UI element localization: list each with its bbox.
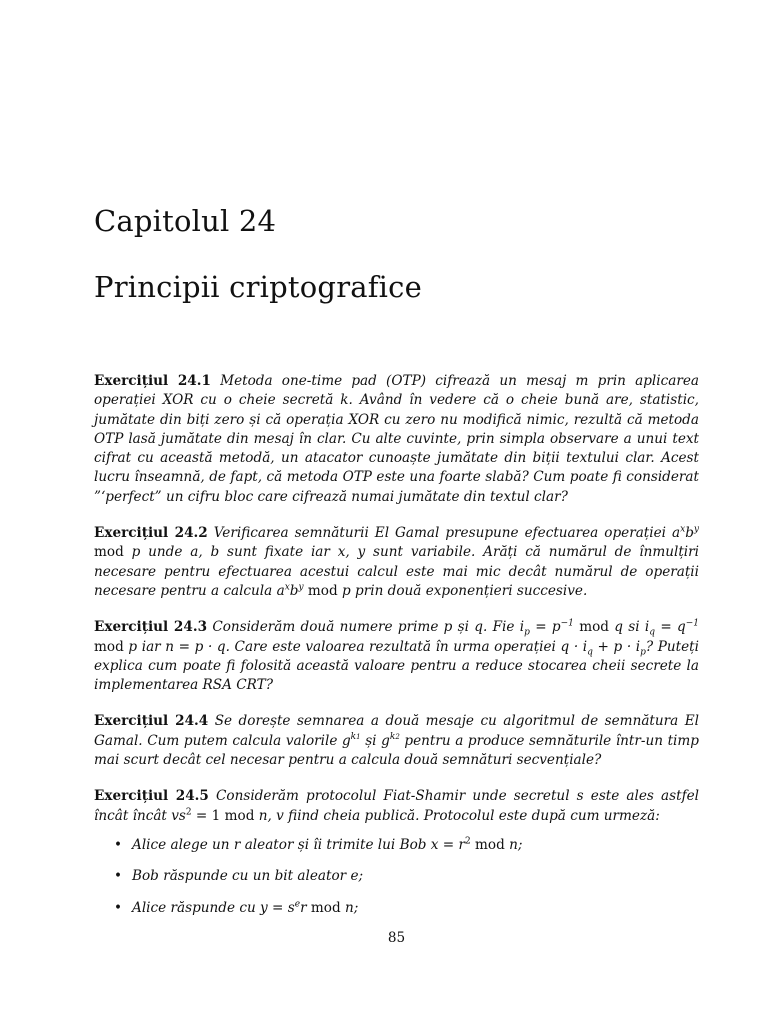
math-expression: $x = r^2$ mod n [430, 836, 518, 853]
exercise-24-4 [94, 712, 699, 770]
exercise-text: Considerăm două numere prime p și q. Fie [212, 619, 520, 636]
protocol-steps [94, 836, 699, 918]
bullet-icon: • [114, 868, 123, 885]
exercise-24-2 [94, 524, 699, 601]
math-expression: $a^xb^y$ mod p [94, 524, 699, 561]
math-expression: $q \cdot i_q + p \cdot i_p$ [560, 638, 646, 658]
list-item: • Alice răspunde cu $y = s^er$ mod n; [94, 899, 699, 918]
list-item: • Bob răspunde cu un bit aleator e; [94, 867, 699, 886]
bullet-icon: • [114, 836, 123, 853]
bullet-icon: • [114, 899, 123, 916]
chapter-label: Capitolul 24 [94, 204, 277, 238]
exercise-text: prin două exponențieri succesive. [350, 582, 588, 599]
exercise-text: Verificarea semnăturii El Gamal presupune efectuarea operației [213, 525, 673, 542]
exercise-24-3 [94, 618, 699, 695]
list-item: • Alice alege un r aleator și îi trimite lui Bob $x = r^2$ mod n; [94, 836, 699, 855]
math-expression: $y = s^er$ mod n [260, 899, 354, 916]
exercise-text: si [622, 619, 645, 636]
exercise-24-1 [94, 372, 699, 507]
exercise-text: pentru a produce semnăturile într-un timp mai scurt decât cel necesar pentru a calcula două semnături secvențiale? [94, 732, 699, 769]
exercise-text: unde a, b sunt fixate iar x, y sunt variabile. Arăți că numărul de înmulțiri necesare pentru efectuarea acestui calcul este mai mic decât numărul de operații necesare pentru a calcula [94, 544, 699, 599]
exercise-24-5 [94, 787, 699, 826]
exercise-label: Exercițiul 24.1 [94, 373, 211, 389]
math-expression: $g^{k1}$ [341, 732, 361, 749]
math-expression: $i_p = p^{-1}$ mod q [519, 618, 623, 638]
exercise-list [94, 372, 699, 930]
book-page [94, 0, 699, 1024]
exercise-text: Se dorește semnarea a două mesaje cu algoritmul de semnătura El Gamal. Cum putem calcula valorile [94, 713, 699, 749]
exercise-label: Exercițiul 24.3 [94, 619, 208, 636]
exercise-text: Considerăm protocolul Fiat-Shamir unde secretul s este ales astfel încât încât [94, 788, 699, 824]
exercise-text: , v fiind cheia publică. Protocolul este după cum urmeză: [267, 807, 660, 824]
exercise-text: și [360, 732, 382, 749]
exercise-label: Exercițiul 24.5 [94, 788, 209, 805]
exercise-text: ? Puteți explica cum poate fi folosită această valoare pentru a reduce stocarea cheii secrete la implementarea RSA CRT? [94, 638, 699, 694]
exercise-text: iar n = p · q. Care este valoarea rezultată în urma operației [137, 638, 561, 655]
exercise-label: Exercițiul 24.4 [94, 713, 209, 730]
page-number: 85 [387, 930, 406, 946]
math-expression: $a^xb^y$ mod p [276, 582, 351, 599]
math-expression: $g^{k2}$ [381, 732, 400, 749]
exercise-label: Exercițiul 24.2 [94, 525, 208, 542]
math-expression: $i_q = q^{-1}$ mod p [94, 618, 700, 655]
math-expression: $vs^2 = 1$ mod n [171, 807, 268, 824]
chapter-title: Principii criptografice [94, 270, 422, 304]
exercise-text: Metoda one-time pad (OTP) cifrează un mesaj m prin aplicarea operației XOR cu o cheie secretă k. Având în vedere că o cheie bună are, statistic, jumătate din biți zero și că operația XOR cu zero nu modifică nimic, rezultă că metoda OTP lasă jumătate din mesaj în clar. Cu alte cuvinte, prin simpla observare a unui text cifrat cu această metodă, un atacator cunoaște jumătate din biții textului clar. Acest lucru înseamnă, de fapt, că metoda OTP este una foarte slabă? Cum poate fi considerat ”‘perfect” un cifru bloc care cifrează numai jumătate din textul clar? [94, 373, 699, 505]
